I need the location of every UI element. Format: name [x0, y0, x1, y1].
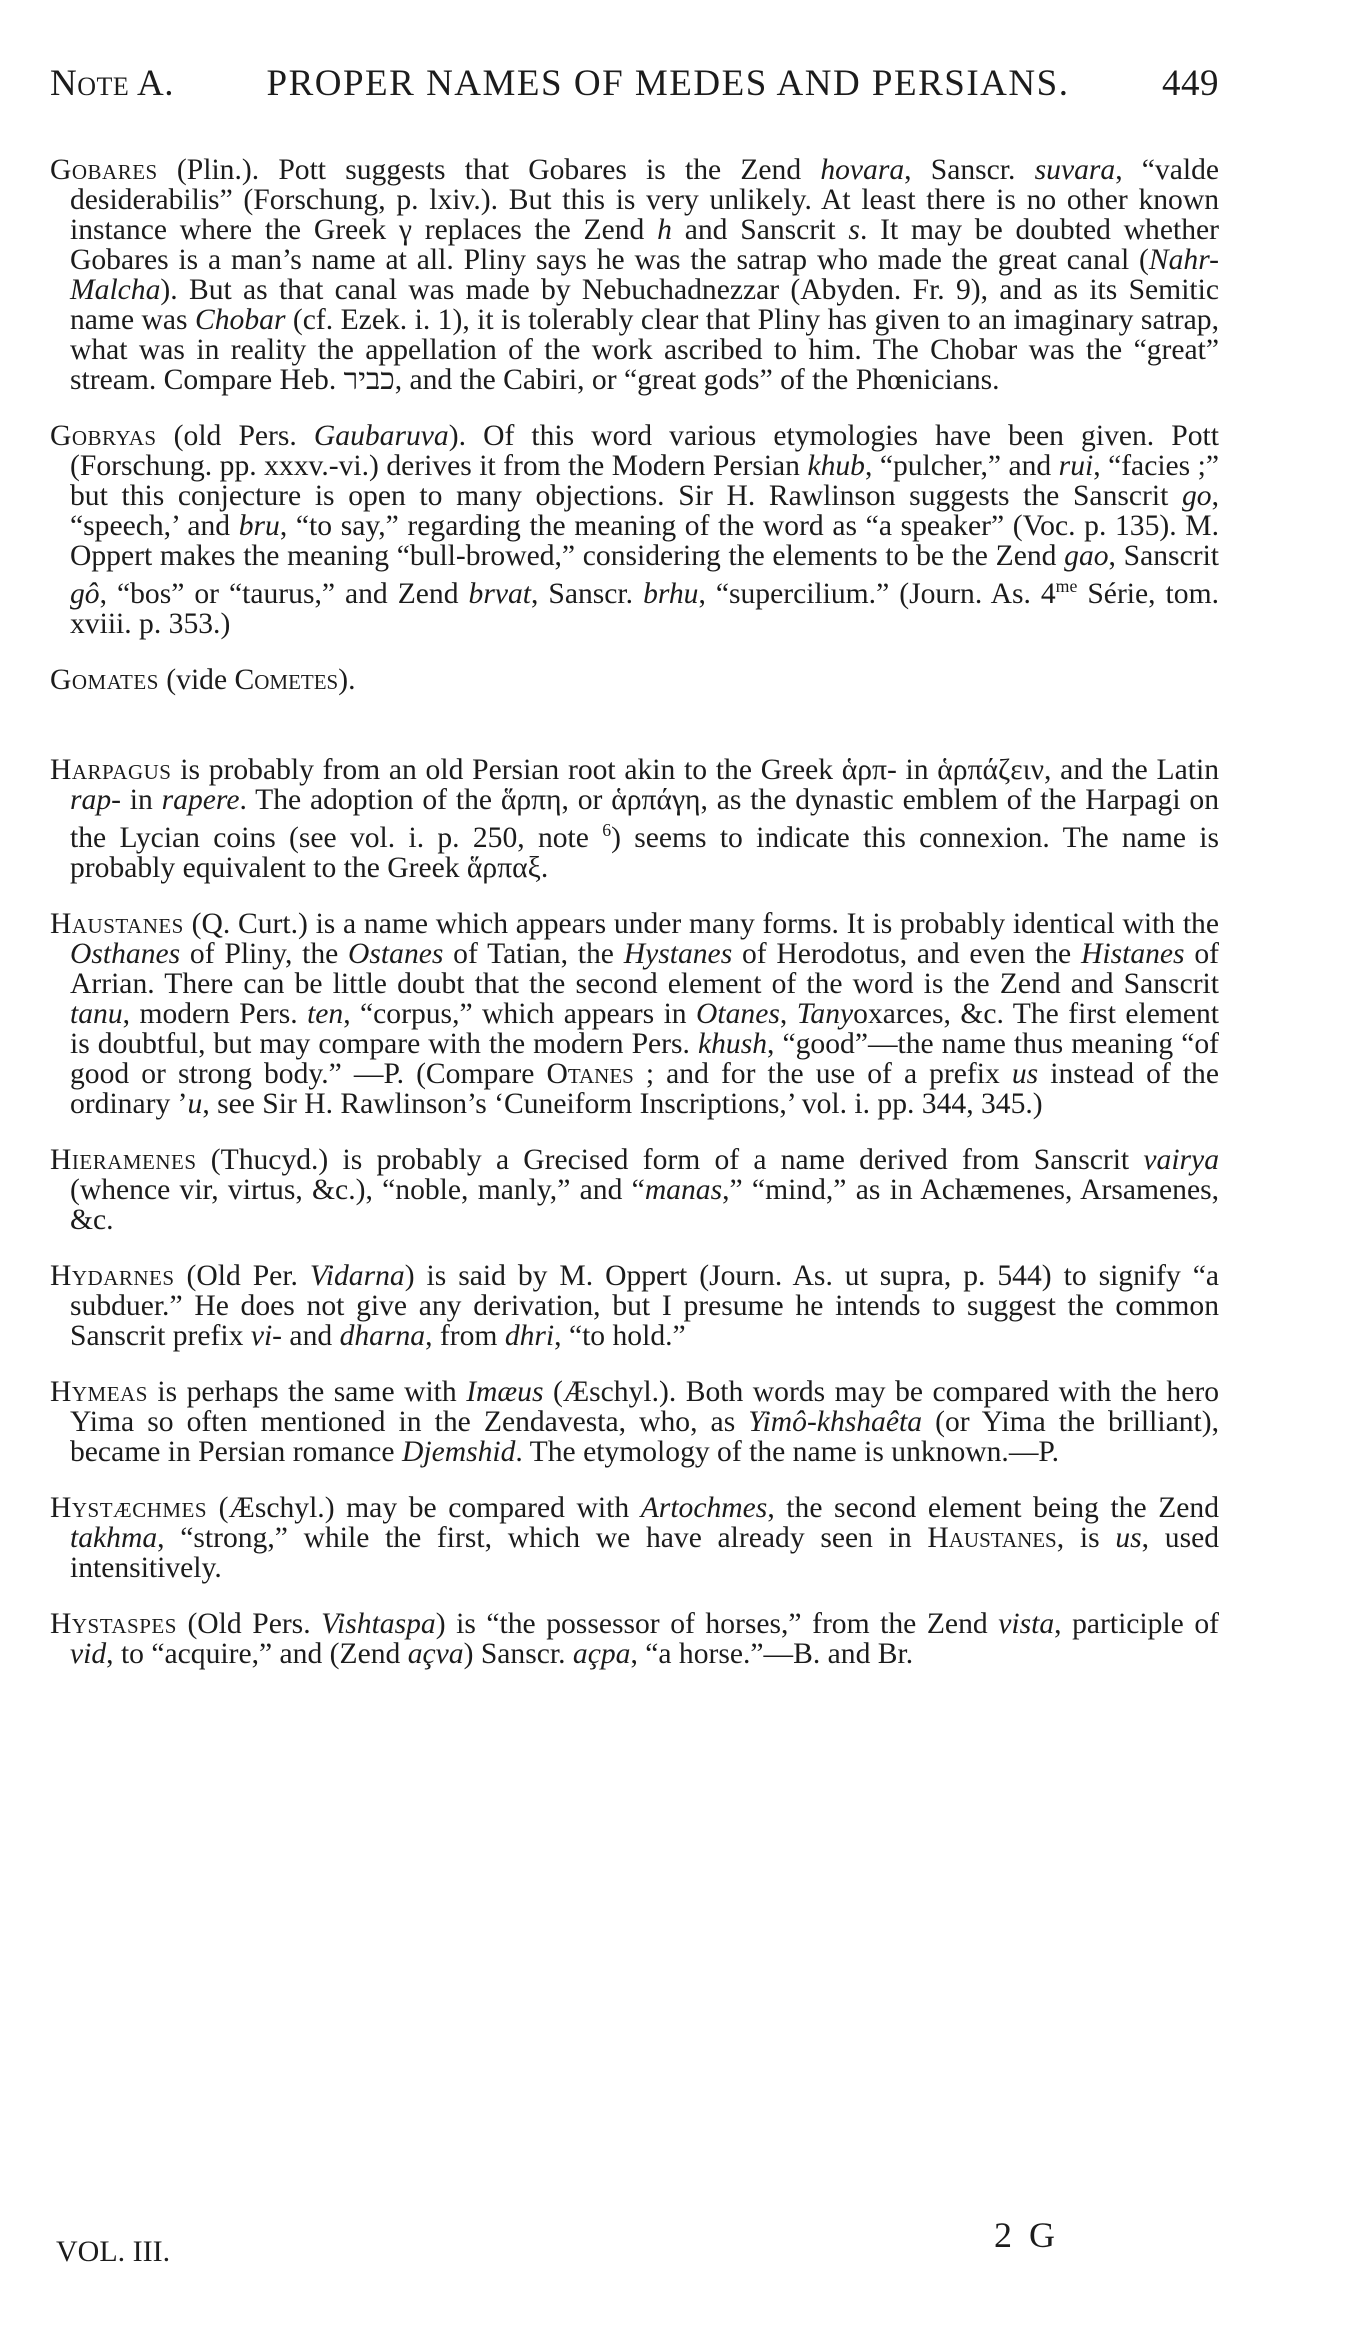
- entry-text: ; and for the use of a prefix: [633, 1057, 1012, 1090]
- entry-text: of Herodotus, and even the: [732, 937, 1081, 970]
- entry-text: and Sanscrit: [671, 214, 849, 246]
- entry-text: khush: [698, 1027, 768, 1060]
- entry-text: Yimô-khshaêta: [748, 1405, 923, 1438]
- entry-text: s: [848, 214, 860, 246]
- entry-text: tanu: [70, 997, 123, 1030]
- entry-text: ). Of this word various etymologies have been given. Pott (Forschung. pp. xxxv.-vi.) derives it from the Modern Persian: [70, 420, 1219, 482]
- entry-text: instead of the ordinary ’: [70, 1057, 1219, 1120]
- entry-text: (Old Pers.: [176, 1607, 322, 1640]
- entry-gomates: [50, 665, 1219, 695]
- entry-text: manas: [644, 1173, 723, 1206]
- entry-text: ,: [779, 997, 797, 1030]
- entry-text: , “corpus,” which appears in: [343, 997, 697, 1030]
- entry-list: [50, 155, 1219, 1669]
- entry-text: (Thucyd.) is probably a Grecised form of a name derived from Sanscrit: [196, 1143, 1144, 1176]
- entry-text: , “a horse.”—B. and Br.: [630, 1637, 914, 1670]
- entry-text: (Q. Curt.) is a name which appears under many forms. It is probably identical with the: [183, 907, 1219, 940]
- entry-text: . The adoption of the ἅρπη, or ἁρπάγη, as the dynastic emblem of the Harpagi on the Lycian coins (see vol. i. p. 250, note: [70, 783, 1219, 854]
- entry-headword: Hystaspes: [50, 1607, 177, 1640]
- entry-text: Djemshid: [401, 1435, 516, 1468]
- entry-harpagus: [50, 755, 1219, 883]
- entry-text: Cometes: [234, 663, 339, 696]
- entry-text: , “facies ;” but this conjecture is open to many objections. Sir H. Rawlinson suggests the Sanscrit: [70, 450, 1220, 512]
- entry-text: Hystanes: [623, 937, 733, 970]
- entry-text: dhri: [504, 1319, 555, 1352]
- entry-headword: Harpagus: [50, 753, 172, 786]
- entry-text: Imæus: [466, 1375, 544, 1408]
- entry-text: h: [657, 214, 672, 246]
- entry-headword: Haustanes: [50, 907, 184, 940]
- entry-text: Otanes: [546, 1057, 634, 1090]
- entry-text: , Sanscr.: [531, 577, 644, 610]
- page-number: 449: [1162, 63, 1219, 104]
- entry-text: ) is “the possessor of horses,” from the Zend: [435, 1607, 999, 1640]
- entry-hystæchmes: [50, 1493, 1219, 1583]
- entry-text: (Old Per.: [174, 1259, 310, 1292]
- entry-text: Osthanes: [70, 937, 181, 970]
- entry-text: is perhaps the same with: [147, 1375, 467, 1408]
- entry-text: takhma: [70, 1521, 158, 1554]
- entry-text: vista: [998, 1607, 1055, 1640]
- entry-text: khub: [807, 450, 865, 482]
- entry-hieramenes: [50, 1145, 1219, 1235]
- entry-text: rapere: [161, 783, 240, 816]
- entry-text: . It may be doubted whether Gobares is a man’s name at all. Pliny says he was the satrap who made the great canal (: [70, 214, 1219, 276]
- entry-text: Histanes: [1080, 937, 1185, 970]
- entry-text: vairya: [1143, 1143, 1219, 1176]
- entry-text: , “to say,” regarding the meaning of the word as “a speaker” (Voc. p. 135). M. Oppert makes the meaning “bull-browed,” considering the elements to be the Zend: [70, 510, 1219, 572]
- entry-text: , participle of: [1054, 1607, 1220, 1640]
- entry-text: , Sanscrit: [1108, 540, 1220, 572]
- entry-text: Haustanes: [927, 1521, 1057, 1554]
- entry-text: 6: [602, 819, 612, 840]
- entry-text: (Æschyl.). Both words may be compared with the hero Yima so often mentioned in the Zendavesta, who, as: [70, 1375, 1219, 1438]
- entry-text: hovara: [820, 154, 905, 186]
- entry-text: in: [120, 783, 162, 816]
- entry-text: suvara: [1034, 154, 1116, 186]
- entry-text: açva: [407, 1637, 464, 1670]
- entry-text: , see Sir H. Rawlinson’s ‘Cuneiform Inscriptions,’ vol. i. pp. 344, 345.): [202, 1087, 1043, 1120]
- entry-text: , used intensitively.: [70, 1521, 1220, 1584]
- running-head-note: Note A.: [50, 63, 174, 104]
- entry-text: Gaubaruva: [313, 420, 449, 452]
- entry-text: oxarces, &c. The first element is doubtful, but may compare with the modern Pers.: [70, 997, 1219, 1060]
- entry-text: gô: [70, 577, 100, 610]
- entry-text: , “supercilium.” (Journ. As. 4: [698, 577, 1056, 610]
- entry-text: (vide: [158, 663, 235, 696]
- entry-headword: Hystæchmes: [50, 1491, 208, 1524]
- running-head: [50, 62, 1219, 105]
- entry-text: is probably from an old Persian root akin to the Greek ἁρπ- in ἁρπάζειν, and the Latin: [171, 753, 1219, 786]
- entry-headword: Hydarnes: [50, 1259, 175, 1292]
- entry-text: (whence vir, virtus, &c.), “noble, manly,” and “: [70, 1173, 645, 1206]
- entry-text: Série, tom. xviii. p. 353.): [70, 577, 1219, 640]
- entry-text: u: [187, 1087, 203, 1120]
- entry-text: ). But as that canal was made by Nebuchadnezzar (Abyden. Fr. 9), and as its Semitic name was: [70, 274, 1219, 336]
- entry-text: ) is said by M. Oppert (Journ. As. ut supra, p. 544) to signify “a subduer.” He does not give any derivation, but I presume he intends to suggest the common Sanscrit prefix: [70, 1259, 1220, 1352]
- entry-headword: Hieramenes: [50, 1143, 197, 1176]
- entry-text: Vishtaspa: [321, 1607, 436, 1640]
- entry-text: Otanes: [696, 997, 780, 1030]
- page-footer: [56, 2215, 1059, 2270]
- entry-text: Ostanes: [348, 937, 444, 970]
- running-head-title: PROPER NAMES OF MEDES AND PERSIANS.: [266, 63, 1070, 104]
- entry-text: ten: [307, 997, 344, 1030]
- entry-text: gao: [1064, 540, 1109, 572]
- entry-headword: Hymeas: [50, 1375, 148, 1408]
- entry-hydarnes: [50, 1261, 1219, 1351]
- entry-text: Tany: [796, 997, 854, 1030]
- entry-text: go: [1182, 480, 1212, 512]
- entry-gobryas: [50, 421, 1219, 639]
- entry-text: rui: [1058, 450, 1094, 482]
- entry-text: , “strong,” while the first, which we have already seen in: [157, 1521, 928, 1554]
- entry-text: (Æschyl.) may be compared with: [207, 1491, 641, 1524]
- entry-text: us: [1115, 1521, 1142, 1554]
- entry-text: ,” “mind,” as in Achæmenes, Arsamenes, &c.: [70, 1173, 1219, 1236]
- entry-text: of Arrian. There can be little doubt that the second element of the word is the Zend and Sanscrit: [70, 937, 1219, 1000]
- entry-text: ).: [338, 663, 356, 696]
- entry-text: , “bos” or “taurus,” and Zend: [99, 577, 469, 610]
- entry-text: bru: [238, 510, 280, 542]
- entry-hymeas: [50, 1377, 1219, 1467]
- entry-headword: Gobryas: [50, 420, 157, 452]
- entry-text: , “valde desiderabilis” (Forschung, p. lxiv.). But this is very unlikely. At least there is no other known instance where the Greek γ replaces the Zend: [70, 154, 1219, 246]
- entry-text: me: [1055, 576, 1078, 596]
- entry-text: . The etymology of the name is unknown.—P.: [515, 1435, 1060, 1468]
- entry-text: of Tatian, the: [443, 937, 624, 970]
- entry-text: ) Sanscr.: [463, 1637, 573, 1670]
- entry-text: (or Yima the brilliant), became in Persian romance: [70, 1405, 1219, 1468]
- entry-text: (old Pers.: [156, 420, 314, 452]
- volume-label: VOL. III.: [56, 2235, 171, 2268]
- entry-text: us: [1011, 1057, 1039, 1090]
- entry-text: , modern Pers.: [122, 997, 308, 1030]
- entry-text: brvat: [468, 577, 531, 610]
- entry-hystaspes: [50, 1609, 1219, 1669]
- entry-text: of Pliny, the: [180, 937, 349, 970]
- entry-text: Nahr-Malcha: [70, 244, 1219, 306]
- entry-text: , “speech,’ and: [70, 480, 1219, 542]
- entry-text: dharna: [339, 1319, 426, 1352]
- entry-haustanes: [50, 909, 1219, 1119]
- entry-text: , Sanscr.: [904, 154, 1035, 186]
- entry-text: vid: [70, 1637, 107, 1670]
- entry-text: rap-: [70, 783, 121, 816]
- signature-mark: 2 G: [994, 2215, 1059, 2255]
- entry-text: , to “acquire,” and (Zend: [106, 1637, 408, 1670]
- entry-headword: Gobares: [50, 154, 158, 186]
- entry-text: ) seems to indicate this connexion. The name is probably equivalent to the Greek ἅρπαξ.: [70, 821, 1220, 884]
- entry-text: and: [282, 1319, 340, 1352]
- entry-text: Chobar: [195, 304, 286, 336]
- entry-text: (cf. Ezek. i. 1), it is tolerably clear that Pliny has given to an imaginary satrap, what was in reality the appellation of the work ascribed to him. The Chobar was the “great” stream. Compare Heb. כביר, and the Cabiri, or “great gods” of the Phœnicians.: [70, 304, 1219, 396]
- entry-headword: Gomates: [50, 663, 159, 696]
- entry-text: (Plin.). Pott suggests that Gobares is the Zend: [157, 154, 821, 186]
- entry-text: vi-: [250, 1319, 283, 1352]
- entry-text: , the second element being the Zend: [767, 1491, 1220, 1524]
- entry-text: , is: [1056, 1521, 1116, 1554]
- entry-text: brhu: [643, 577, 699, 610]
- entry-text: Artochmes: [640, 1491, 768, 1524]
- entry-text: , from: [425, 1319, 505, 1352]
- entry-text: , “good”—the name thus meaning “of good or strong body.” —P. (Compare: [70, 1027, 1219, 1090]
- entry-text: , “pulcher,” and: [864, 450, 1059, 482]
- entry-text: , “to hold.”: [554, 1319, 686, 1352]
- entry-text: açpa: [572, 1637, 631, 1670]
- entry-gobares: [50, 155, 1219, 395]
- entry-text: Vidarna: [309, 1259, 405, 1292]
